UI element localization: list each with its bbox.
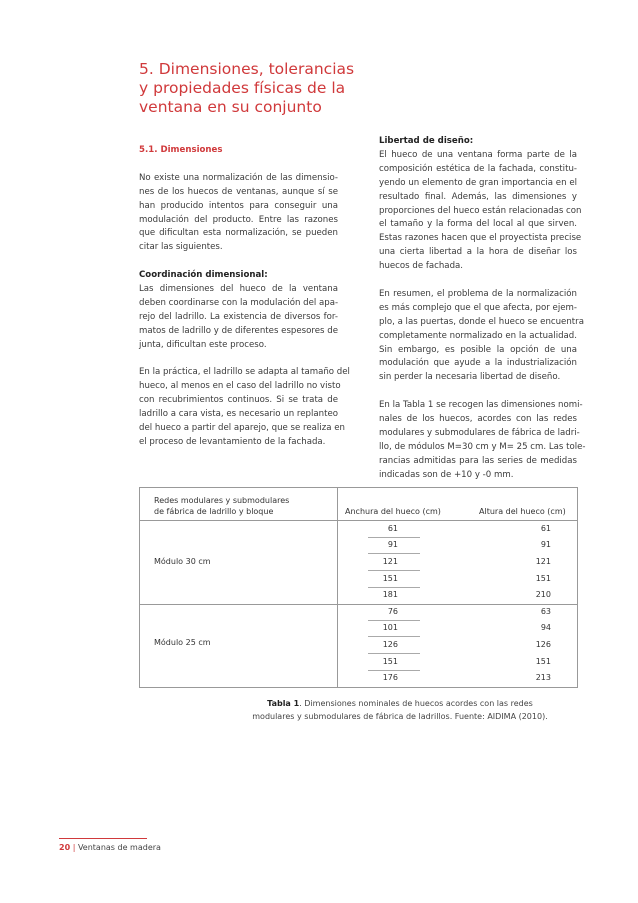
text-line: resultado final. Además, las dimensiones y [379, 191, 577, 202]
footer-separator: | [72, 843, 76, 852]
paragraph [379, 399, 586, 482]
text-line: completamente normalizado en la actualidad. [379, 330, 577, 341]
text-line: junta, dificultan este proceso. [139, 339, 267, 350]
text-line: que dificultan esta normalización, se pueden [139, 228, 338, 239]
text-line: llo, de módulos M=30 cm y M= 25 cm. Las tole- [379, 441, 586, 452]
text-line: Estas razones hacen que el proyectista precise [379, 233, 582, 244]
table-cell-height: 151 [535, 574, 551, 583]
page-footer [59, 843, 161, 852]
text-line: modulación del producto. Entre las razones [139, 214, 338, 225]
text-line: plo, a las puertas, donde el hueco se encuentra [379, 316, 584, 327]
text-line: han producido intentos para conseguir una [139, 200, 338, 211]
row-separator [368, 537, 420, 538]
text-line: con recubrimientos continuos. Si se trata de [139, 395, 338, 406]
table-cell-height: 151 [535, 657, 551, 666]
chapter-title [139, 60, 369, 117]
text-line: En resumen, el problema de la normalización [379, 288, 577, 299]
text-line: composición estética de la fachada, constitu- [379, 163, 577, 174]
row-separator [368, 653, 420, 654]
row-separator [368, 670, 420, 671]
table-cell-width: 151 [382, 574, 398, 583]
row-separator [368, 587, 420, 588]
text-line: El hueco de una ventana forma parte de la [379, 149, 577, 160]
text-line: No existe una normalización de las dimensio- [139, 172, 338, 183]
title-line: ventana en su conjunto [139, 98, 322, 116]
dimensions-table [139, 487, 578, 688]
text-line: Sin embargo, es posible la opción de una [379, 344, 577, 355]
text-line: nales de los huecos, acordes con las redes [379, 414, 577, 425]
text-line: sin perder la necesaria libertad de diseño. [379, 372, 561, 383]
text-line: Las dimensiones del hueco de la ventana [139, 284, 338, 295]
paragraph [139, 172, 338, 255]
table-col-divider [337, 487, 338, 688]
table-cell-height: 121 [535, 557, 551, 566]
paragraph [139, 366, 350, 449]
table-cell-height: 210 [535, 590, 551, 599]
table-cell-height: 126 [535, 640, 551, 649]
table-left-border [139, 487, 140, 688]
table-top-border [139, 487, 578, 488]
text-line: rejo del ladrillo. La existencia de diversos for- [139, 311, 338, 322]
subheading-libertad: Libertad de diseño: [379, 136, 474, 146]
title-line: 5. Dimensiones, tolerancias [139, 60, 355, 78]
row-separator [368, 553, 420, 554]
table-cell-height: 63 [540, 607, 551, 616]
paragraph [139, 283, 338, 353]
table-header-height: Altura del hueco (cm) [479, 507, 566, 516]
table-cell-height: 91 [540, 540, 551, 549]
table-cell-width: 76 [387, 607, 398, 616]
table-cell-width: 176 [382, 673, 398, 682]
header-line: de fábrica de ladrillo y bloque [154, 507, 274, 516]
text-line: deben coordinarse con la modulación del apa- [139, 297, 339, 308]
table-caption [220, 697, 580, 723]
text-line: yendo un elemento de gran importancia en el [379, 177, 577, 188]
table-cell-width: 181 [382, 590, 398, 599]
group-label-30: Módulo 30 cm [154, 557, 211, 566]
right-column [379, 135, 586, 483]
book-title: Ventanas de madera [77, 843, 161, 852]
table-bottom-border [139, 687, 578, 688]
table-cell-width: 61 [387, 524, 398, 533]
table-cell-width: 121 [382, 557, 398, 566]
title-line: y propiedades físicas de la [139, 79, 346, 97]
text-line: indicadas son de +10 y -0 mm. [379, 469, 514, 480]
section-heading: 5.1. Dimensiones [139, 145, 223, 155]
table-header-divider [139, 520, 578, 521]
table-cell-width: 151 [382, 657, 398, 666]
table-cell-width: 91 [387, 540, 398, 549]
caption-text: modulares y submodulares de fábrica de ladrillos. Fuente: AIDIMA (2010). [252, 712, 548, 721]
footer-rule [59, 838, 147, 839]
table-cell-width: 101 [382, 623, 398, 632]
caption-label: Tabla 1 [267, 699, 300, 708]
text-line: hueco, al menos en el caso del ladrillo no visto [139, 381, 341, 392]
text-line: una cierta libertad a la hora de diseñar los [379, 247, 577, 258]
header-line: Redes modulares y submodulares [154, 496, 290, 505]
row-separator [368, 620, 420, 621]
text-line: modulares y submodulares de fábrica de ladri- [379, 428, 580, 438]
text-line: ladrillo a cara vista, es necesario un replanteo [139, 409, 338, 420]
text-line: del hueco a partir del aparejo, que se realiza en [139, 423, 345, 434]
table-cell-height: 61 [540, 524, 551, 533]
text-line: En la Tabla 1 se recogen las dimensiones nomi- [379, 400, 583, 411]
left-column [139, 144, 350, 450]
page-number: 20 [59, 843, 71, 852]
text-line: huecos de fachada. [379, 261, 464, 272]
paragraph [379, 149, 582, 274]
caption-text: . Dimensiones nominales de huecos acordes con las redes [299, 699, 533, 708]
table-header-modular [154, 495, 289, 517]
table-right-border [577, 487, 578, 688]
text-line: matos de ladrillo y de diferentes espesores de [139, 325, 338, 336]
table-cell-width: 126 [382, 640, 398, 649]
group-label-25: Módulo 25 cm [154, 638, 211, 647]
text-line: nes de los huecos de ventanas, aunque sí se [139, 186, 338, 197]
subheading-coordinacion: Coordinación dimensional: [139, 270, 268, 281]
paragraph [379, 288, 584, 385]
text-line: rancias admitidas para las series de medidas [379, 455, 577, 466]
text-line: el proceso de levantamiento de la fachada. [139, 436, 326, 447]
table-header-width: Anchura del hueco (cm) [345, 507, 441, 516]
row-separator [368, 636, 420, 637]
text-line: el tamaño y la forma del local al que sirven. [379, 219, 577, 230]
text-line: En la práctica, el ladrillo se adapta al tamaño del [139, 367, 350, 378]
row-separator [368, 570, 420, 571]
table-cell-height: 213 [535, 673, 551, 682]
table-cell-height: 94 [540, 623, 551, 632]
table-group-divider [139, 604, 578, 605]
text-line: modulación que ayude a la industrialización [379, 358, 577, 369]
text-line: citar las siguientes. [139, 242, 223, 253]
text-line: es más complejo que el que afecta, por ejem- [379, 302, 577, 313]
text-line: proporciones del hueco están relacionadas con [379, 205, 582, 216]
